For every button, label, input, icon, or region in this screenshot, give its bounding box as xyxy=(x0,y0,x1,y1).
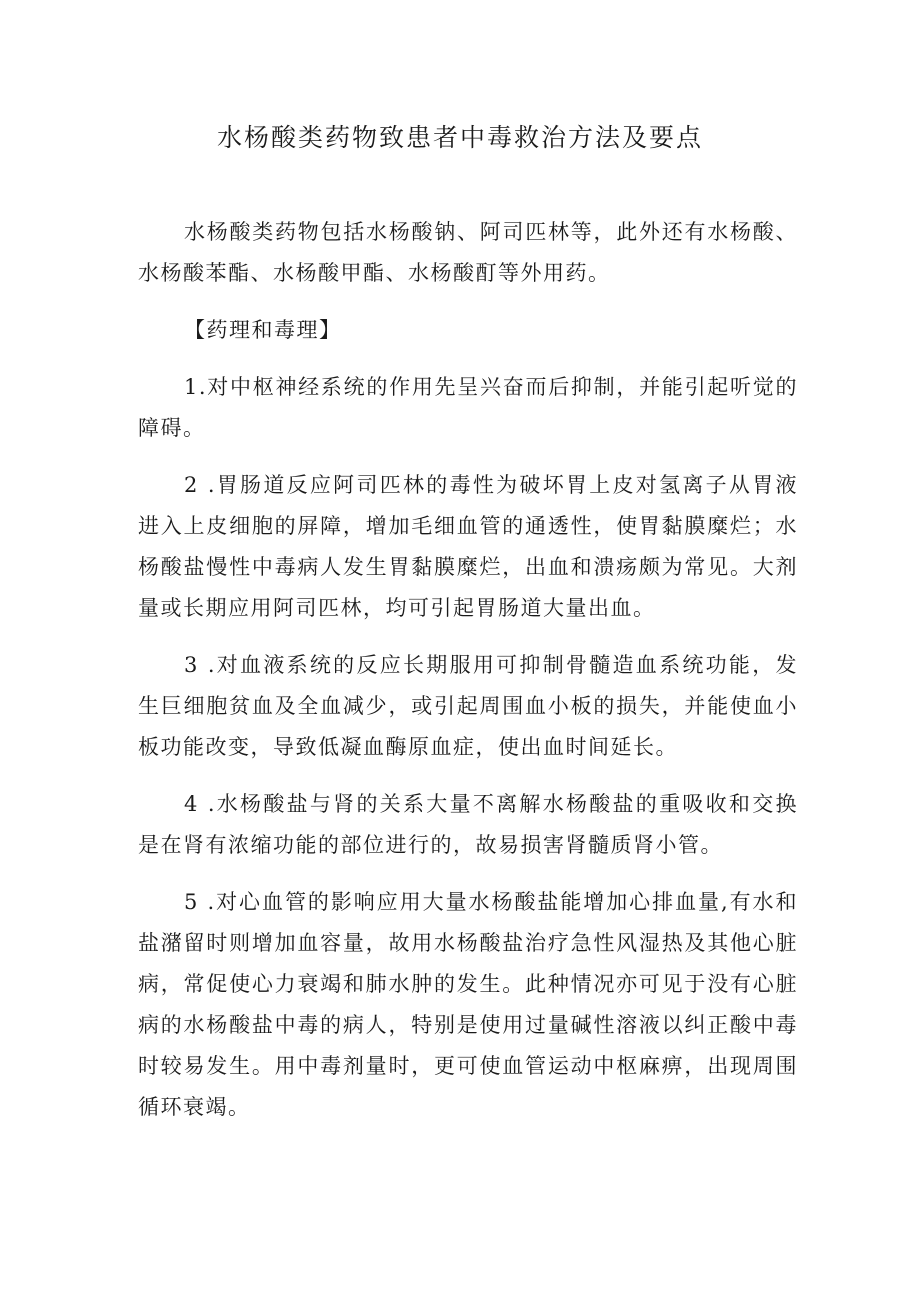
list-item: 5 .对心血管的影响应用大量水杨酸盐能增加心排血量,有水和盐潴留时则增加血容量，故用水杨酸盐治疗急性风湿热及其他心脏病，常促使心力衰竭和肺水肿的发生。此种情况亦可见于没有心脏病的水杨酸盐中毒的病人，特别是使用过量碱性溶液以纠正酸中毒时较易发生。用中毒剂量时，更可使血管运动中枢麻痹，出现周围循环衰竭。 xyxy=(138,890,798,1119)
section-heading: 【药理和毒理】 xyxy=(184,318,342,342)
list-item: 3 .对血液系统的反应长期服用可抑制骨髓造血系统功能，发生巨细胞贫血及全血减少，或引起周围血小板的损失，并能使血小板功能改变，导致低凝血酶原血症，使出血时间延长。 xyxy=(138,653,798,759)
intro-paragraph: 水杨酸类药物包括水杨酸钠、阿司匹林等，此外还有水杨酸、水杨酸苯酯、水杨酸甲酯、水杨酸酊等外用药。 xyxy=(138,220,798,285)
list-item: 2 .胃肠道反应阿司匹林的毒性为破坏胃上皮对氢离子从胃液进入上皮细胞的屏障，增加毛细血管的通透性，使胃黏膜糜烂；水杨酸盐慢性中毒病人发生胃黏膜糜烂，出血和溃疡颇为常见。大剂量或长期应用阿司匹林，均可引起胃肠道大量出血。 xyxy=(138,473,798,620)
document-title: 水杨酸类药物致患者中毒救治方法及要点 xyxy=(216,123,703,152)
list-item: 1.对中枢神经系统的作用先呈兴奋而后抑制，并能引起听觉的障碍。 xyxy=(138,375,798,440)
document-body xyxy=(138,212,798,1144)
list-item: 4 .水杨酸盐与肾的关系大量不离解水杨酸盐的重吸收和交换是在肾有浓缩功能的部位进行的，故易损害肾髓质肾小管。 xyxy=(138,792,798,857)
